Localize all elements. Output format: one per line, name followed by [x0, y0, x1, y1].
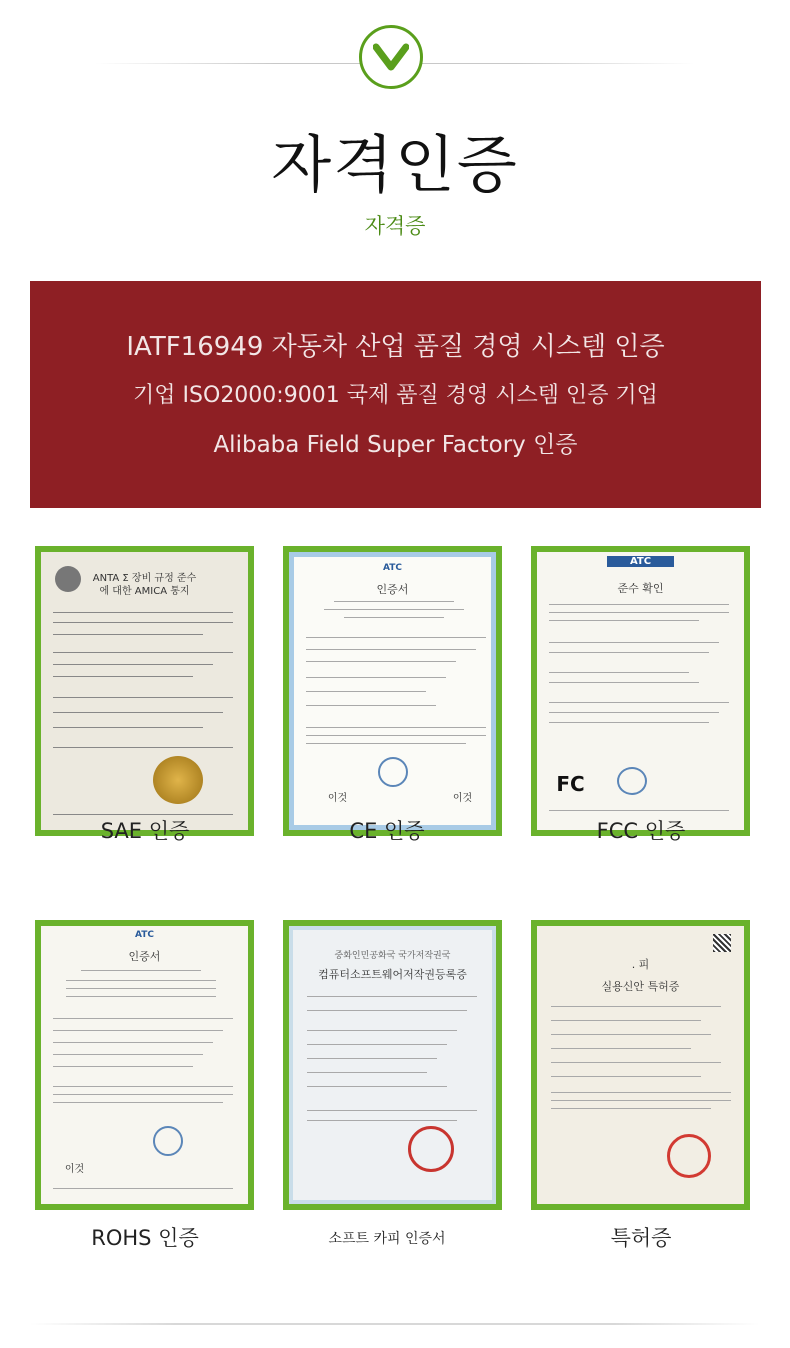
- red-official-seal: [408, 1126, 454, 1172]
- certificate-doc-title: 실용신안 특허증: [601, 980, 680, 993]
- caption-rohs: ROHS 인증: [91, 1226, 199, 1250]
- certificate-doc-title: 준수 확인: [617, 582, 664, 595]
- qr-code: [713, 934, 731, 952]
- atc-stamp: [378, 757, 408, 787]
- banner-line-alibaba: Alibaba Field Super Factory 인증: [213, 432, 578, 458]
- caption-patent: 특허증: [610, 1226, 672, 1250]
- certificate-card-rohs[interactable]: [35, 920, 254, 1210]
- certificate-card-fcc[interactable]: [531, 546, 750, 836]
- atc-stamp: [617, 767, 647, 795]
- certificate-image-patent: [537, 926, 744, 1204]
- certificate-doc-header: . 피: [631, 958, 650, 971]
- banner-line-iatf: IATF16949 자동차 산업 품질 경영 시스템 인증: [126, 332, 665, 362]
- certificate-doc-header: 중화인민공화국 국가저작권국: [334, 951, 451, 961]
- atc-logo: ATC: [607, 556, 674, 567]
- certificate-doc-title: 컴퓨터소프트웨어저작권등록증: [318, 968, 467, 981]
- checkmark-icon: [373, 41, 409, 73]
- atc-logo: ATC: [382, 563, 402, 573]
- certificate-card-software[interactable]: [283, 920, 502, 1210]
- certificate-doc-title: 인증서: [128, 950, 161, 963]
- certificate-image-ce: [289, 552, 496, 830]
- caption-sae: SAE 인증: [100, 819, 190, 843]
- certification-banner: [30, 281, 761, 508]
- certificate-doc-title: ANTA Σ 장비 규정 준수 에 대한 AMICA 통지: [92, 573, 197, 597]
- certificate-image-rohs: [41, 926, 248, 1204]
- footer-text: 이것: [64, 1164, 85, 1175]
- caption-fcc: FCC 인증: [596, 819, 686, 843]
- certificate-image-fcc: [537, 552, 744, 830]
- banner-line-iso: 기업 ISO2000:9001 국제 품질 경영 시스템 인증 기업: [133, 383, 658, 408]
- certificate-card-sae[interactable]: [35, 546, 254, 836]
- gold-seal: [153, 756, 203, 804]
- atc-stamp: [153, 1126, 183, 1156]
- fcc-logo: FC: [556, 772, 585, 796]
- page-subtitle: 자격증: [364, 214, 426, 238]
- footer-text-right: 이것: [452, 793, 473, 804]
- checkmark-badge: [359, 25, 423, 89]
- red-official-seal: [667, 1134, 711, 1178]
- page-title: 자격인증: [271, 128, 519, 201]
- caption-software: 소프트 카피 인증서: [328, 1231, 446, 1247]
- footer-text-left: 이것: [327, 793, 348, 804]
- atc-logo: ATC: [134, 930, 154, 940]
- certificate-card-ce[interactable]: [283, 546, 502, 836]
- footer-divider: [30, 1323, 760, 1325]
- certificate-image-software: [289, 926, 496, 1204]
- certificate-image-sae: [41, 552, 248, 830]
- certificate-card-patent[interactable]: [531, 920, 750, 1210]
- certificate-doc-title: 인증서: [376, 583, 409, 596]
- caption-ce: CE 인증: [349, 819, 425, 843]
